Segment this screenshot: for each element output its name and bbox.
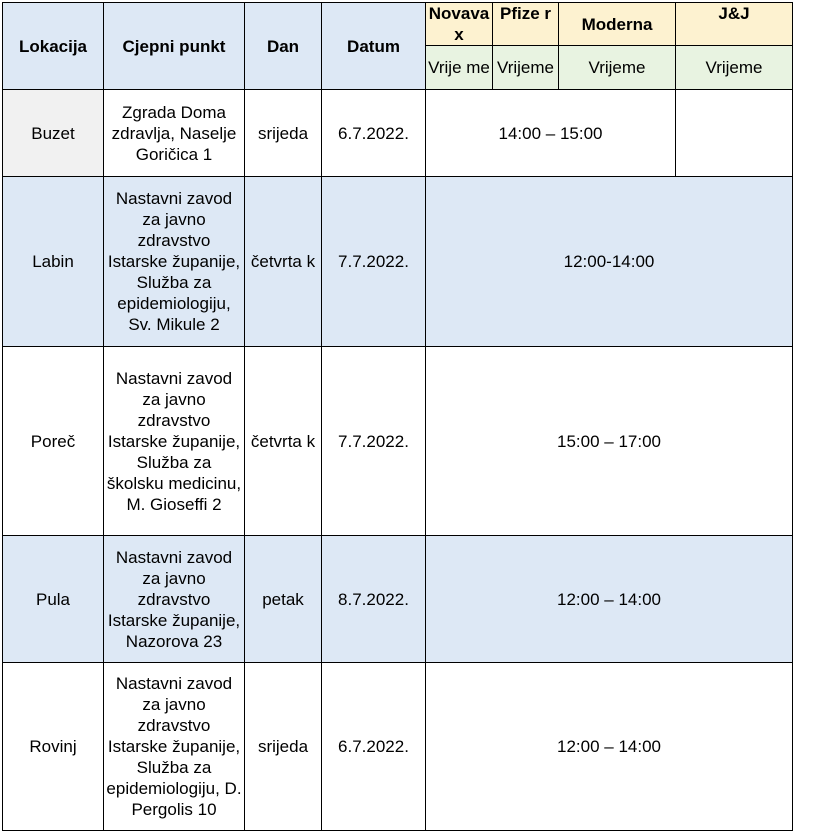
cell-lokacija: Rovinj xyxy=(3,663,104,831)
cell-dan: petak xyxy=(245,536,322,663)
cell-vrijeme: 15:00 – 17:00 xyxy=(426,347,793,536)
cell-lokacija: Poreč xyxy=(3,347,104,536)
cell-dan: četvrta k xyxy=(245,177,322,347)
cell-cjepni-punkt: Nastavni zavod za javno zdravstvo Istarske županije, Služba za školsku medicinu, M. Gioseffi 2 xyxy=(104,347,245,536)
header-pfizer: Pfize r xyxy=(493,3,559,46)
cell-cjepni-punkt: Nastavni zavod za javno zdravstvo Istarske županije, Služba za epidemiologiju, D. Pergolis 10 xyxy=(104,663,245,831)
cell-cjepni-punkt: Nastavni zavod za javno zdravstvo Istarske županije, Služba za epidemiologiju, Sv. Mikule 2 xyxy=(104,177,245,347)
table-row xyxy=(3,663,793,831)
table-row xyxy=(3,177,793,347)
header-vrijeme-moderna: Vrijeme xyxy=(559,46,676,90)
cell-cjepni-punkt: Zgrada Doma zdravlja, Naselje Goričica 1 xyxy=(104,90,245,177)
cell-cjepni-punkt: Nastavni zavod za javno zdravstvo Istarske županije, Nazorova 23 xyxy=(104,536,245,663)
cell-dan: srijeda xyxy=(245,90,322,177)
cell-lokacija: Labin xyxy=(3,177,104,347)
header-lokacija: Lokacija xyxy=(3,3,104,90)
cell-vrijeme: 12:00 – 14:00 xyxy=(426,536,793,663)
cell-vrijeme: 14:00 – 15:00 xyxy=(426,90,676,177)
header-moderna: Moderna xyxy=(559,3,676,46)
header-vrijeme-jj: Vrijeme xyxy=(676,46,793,90)
cell-vrijeme: 12:00 – 14:00 xyxy=(426,663,793,831)
cell-vrijeme: 12:00-14:00 xyxy=(426,177,793,347)
cell-lokacija: Pula xyxy=(3,536,104,663)
cell-lokacija: Buzet xyxy=(3,90,104,177)
table-row xyxy=(3,536,793,663)
cell-vrijeme-jj xyxy=(676,90,793,177)
vaccination-schedule-table xyxy=(2,2,793,831)
header-dan: Dan xyxy=(245,3,322,90)
header-vrijeme-novavax: Vrije me xyxy=(426,46,493,90)
cell-dan: srijeda xyxy=(245,663,322,831)
header-novavax: Novavax xyxy=(426,3,493,46)
header-cjepni-punkt: Cjepni punkt xyxy=(104,3,245,90)
cell-datum: 7.7.2022. xyxy=(322,177,426,347)
cell-datum: 8.7.2022. xyxy=(322,536,426,663)
cell-datum: 6.7.2022. xyxy=(322,90,426,177)
table-row xyxy=(3,347,793,536)
header-vrijeme-pfizer: Vrijeme xyxy=(493,46,559,90)
header-datum: Datum xyxy=(322,3,426,90)
cell-datum: 7.7.2022. xyxy=(322,347,426,536)
table-row xyxy=(3,90,793,177)
cell-dan: četvrta k xyxy=(245,347,322,536)
header-jj: J&J xyxy=(676,3,793,46)
header-row-top xyxy=(3,3,793,46)
cell-datum: 6.7.2022. xyxy=(322,663,426,831)
